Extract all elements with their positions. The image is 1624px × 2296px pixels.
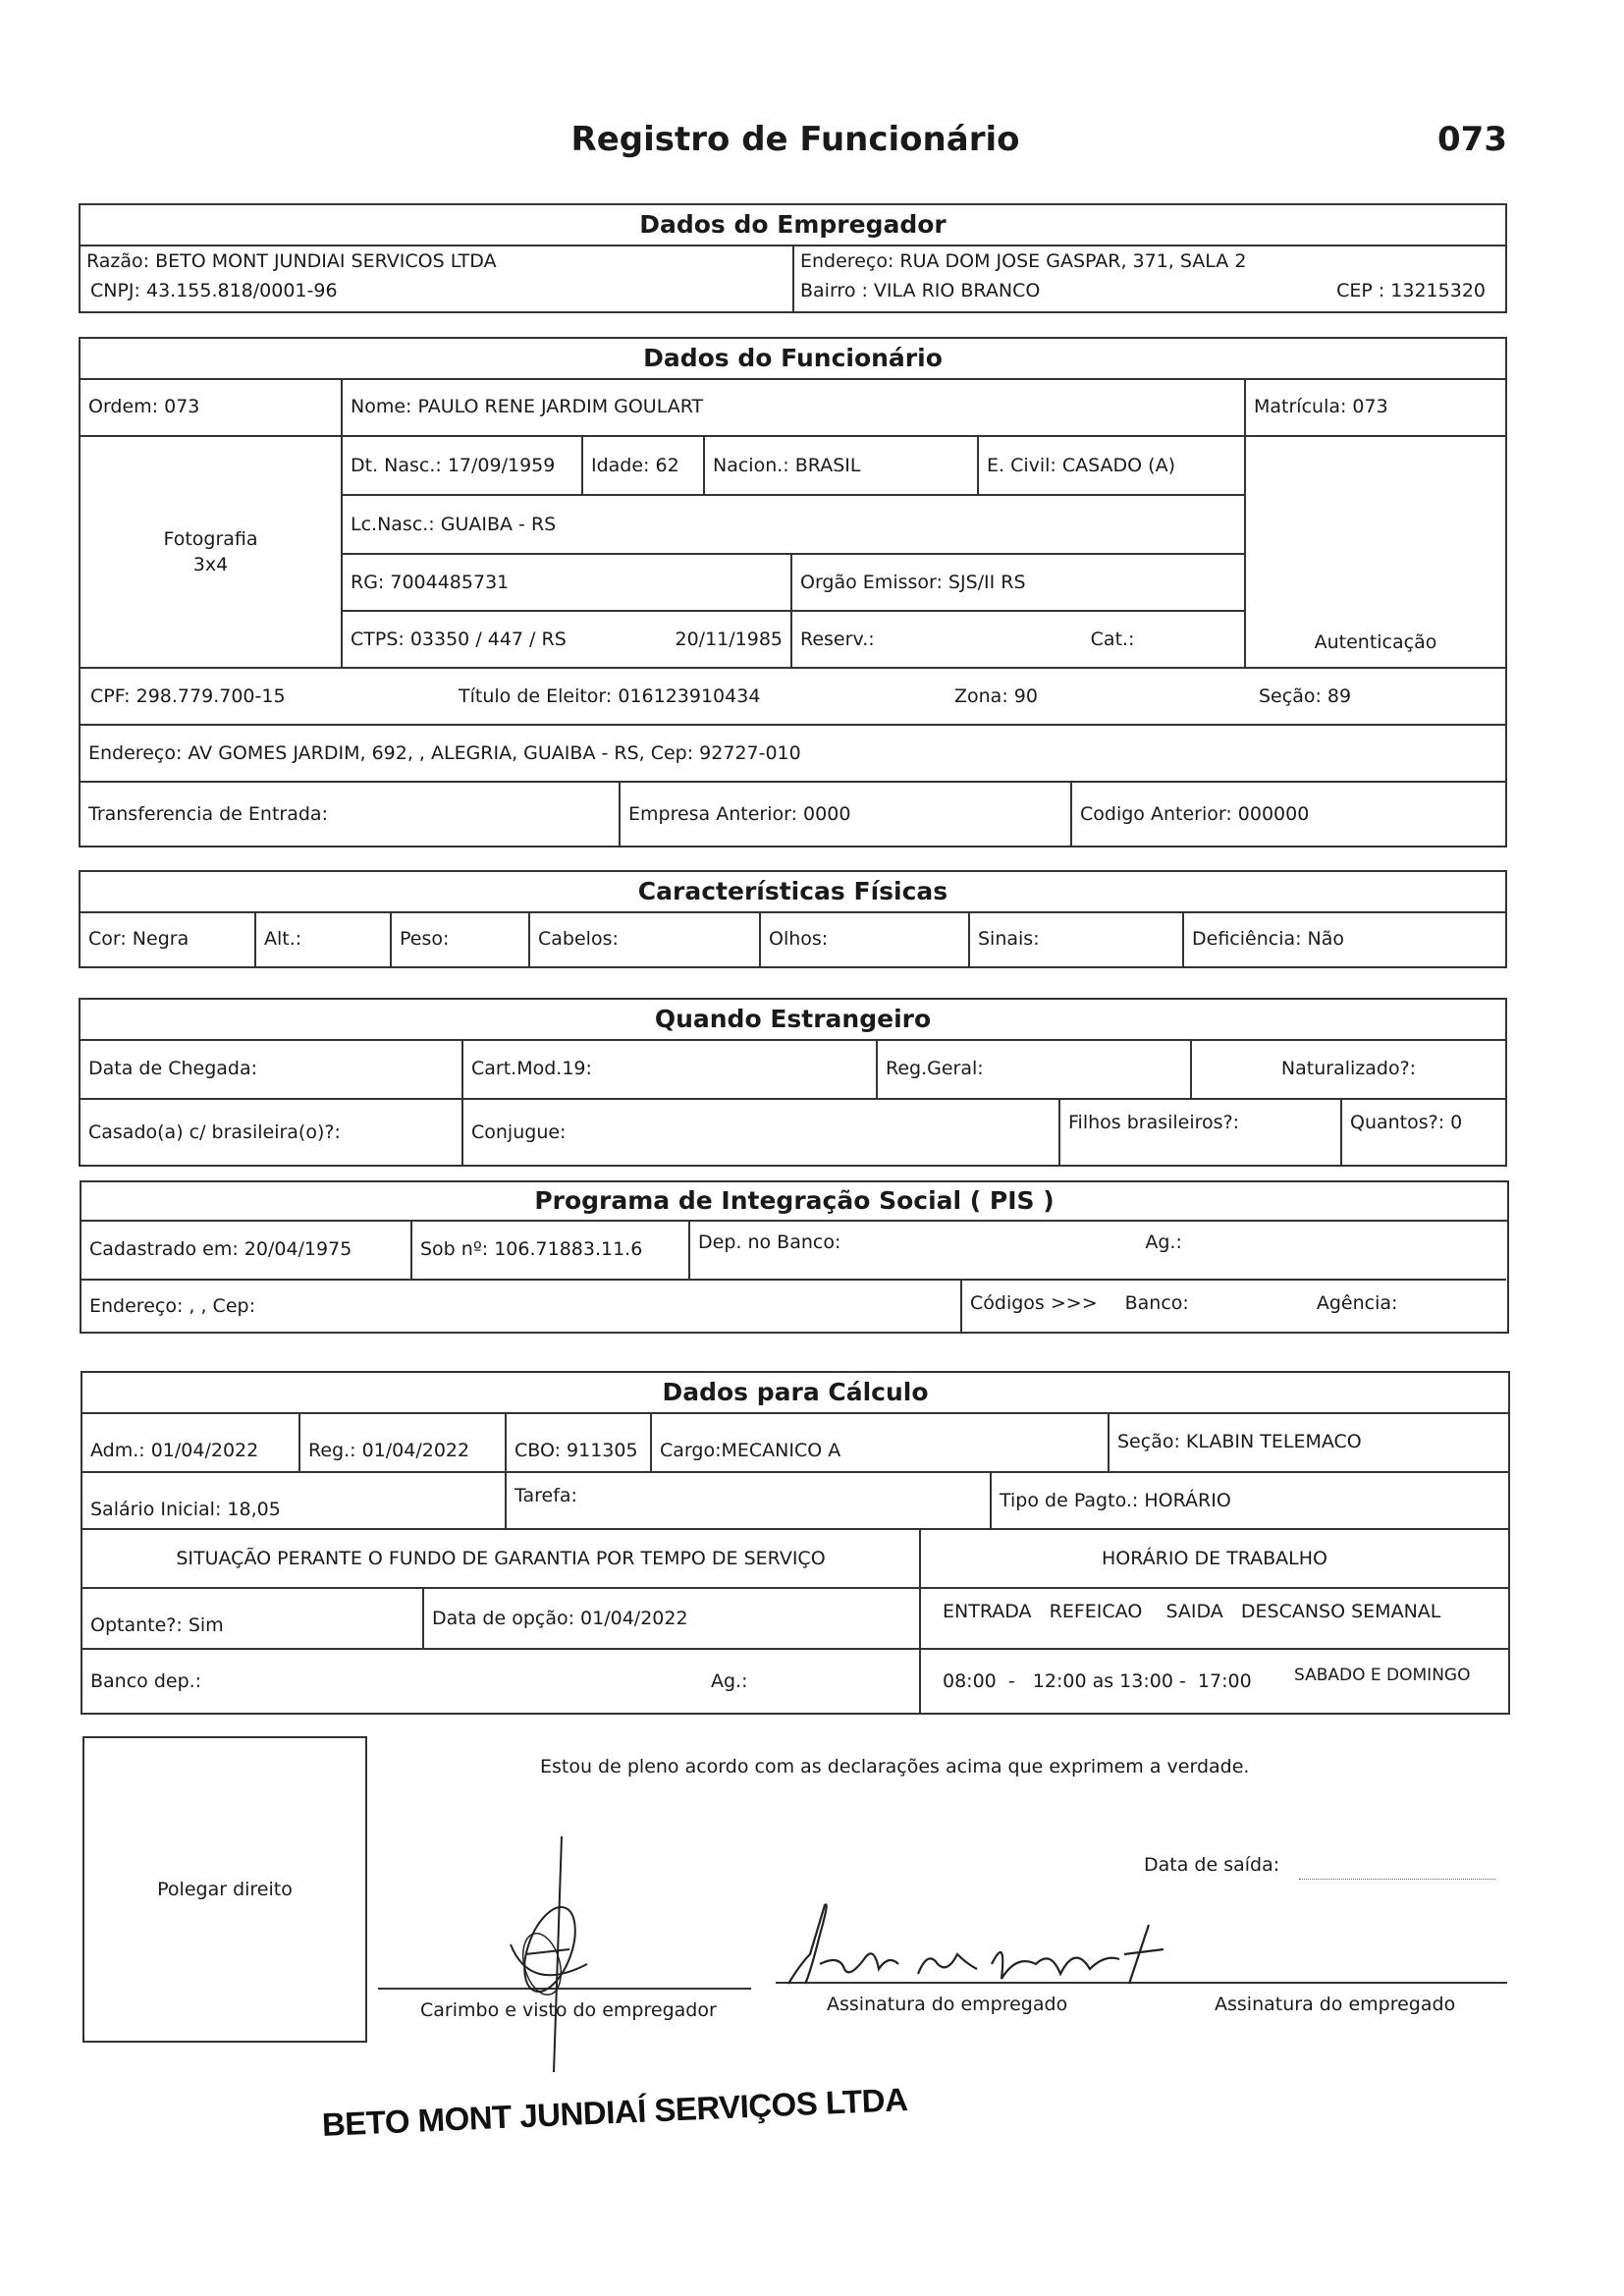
option-date: Data de opção: 01/04/2022 bbox=[422, 1587, 919, 1648]
pis-section bbox=[80, 1180, 1509, 1334]
employee-header: Dados do Funcionário bbox=[81, 339, 1505, 380]
married-to-brazilian: Casado(a) c/ brasileira(o)?: bbox=[81, 1098, 461, 1165]
pis-number: Sob nº: 106.71883.11.6 bbox=[410, 1220, 688, 1279]
calc-section-name: Seção: KLABIN TELEMACO bbox=[1108, 1412, 1508, 1471]
company-stamp: BETO MONT JUNDIAÍ SERVIÇOS LTDA bbox=[321, 2080, 909, 2143]
employer-signature-label: Carimbo e visto do empregador bbox=[420, 1999, 717, 2021]
brazilian-children: Filhos brasileiros?: bbox=[1058, 1098, 1340, 1165]
pis-agencia: Agência: bbox=[1316, 1292, 1398, 1314]
employee-signature-label-2: Assinatura do empregado bbox=[1215, 1994, 1456, 2015]
weekly-rest: SABADO E DOMINGO bbox=[1294, 1666, 1471, 1685]
previous-company: Empresa Anterior: 0000 bbox=[619, 781, 1070, 846]
position: Cargo:MECANICO A bbox=[650, 1412, 1108, 1471]
pis-dep-banco: Dep. no Banco: bbox=[698, 1231, 841, 1253]
weight: Peso: bbox=[390, 911, 528, 966]
employee-signature-label-1: Assinatura do empregado bbox=[827, 1994, 1068, 2015]
reserv-cat bbox=[790, 610, 1244, 667]
admission-date: Adm.: 01/04/2022 bbox=[90, 1440, 259, 1461]
matricula: Matrícula: 073 bbox=[1244, 378, 1505, 435]
pis-banco: Banco: bbox=[1124, 1292, 1189, 1314]
civil-status: E. Civil: CASADO (A) bbox=[977, 435, 1244, 494]
employer-right bbox=[792, 245, 1507, 311]
naturalized: Naturalizado?: bbox=[1190, 1039, 1505, 1098]
photo-placeholder bbox=[81, 435, 341, 667]
initial-salary: Salário Inicial: 18,05 bbox=[82, 1471, 505, 1528]
employer-cep: CEP : 13215320 bbox=[1336, 280, 1486, 301]
calc-section bbox=[81, 1371, 1510, 1715]
eyes: Olhos: bbox=[759, 911, 968, 966]
work-hours-values bbox=[919, 1648, 1508, 1713]
cbo: CBO: 911305 bbox=[505, 1412, 650, 1471]
cnpj: CNPJ: 43.155.818/0001-96 bbox=[90, 280, 338, 301]
ctps-number: CTPS: 03350 / 447 / RS bbox=[351, 629, 567, 650]
deposit-agency: Ag.: bbox=[711, 1670, 748, 1692]
employee-section bbox=[79, 337, 1507, 847]
physical-section bbox=[79, 870, 1507, 968]
employee-address: Endereço: AV GOMES JARDIM, 692, , ALEGRIA, GUAIBA - RS, Cep: 92727-010 bbox=[81, 724, 1505, 781]
pis-registered: Cadastrado em: 20/04/1975 bbox=[89, 1238, 352, 1260]
authentication-box bbox=[1244, 435, 1505, 667]
thumbprint-box bbox=[82, 1736, 367, 2043]
arrival-date: Data de Chegada: bbox=[88, 1058, 258, 1079]
secao: Seção: 89 bbox=[1259, 685, 1352, 707]
razao-social: Razão: BETO MONT JUNDIAI SERVICOS LTDA bbox=[86, 250, 497, 272]
work-hours-header: HORÁRIO DE TRABALHO bbox=[919, 1528, 1508, 1587]
transfer-in: Transferencia de Entrada: bbox=[81, 781, 619, 846]
calc-header: Dados para Cálculo bbox=[82, 1373, 1508, 1414]
photo-size: 3x4 bbox=[192, 554, 229, 575]
voter-title: Título de Eleitor: 016123910434 bbox=[459, 685, 761, 707]
employer-signature-mark bbox=[471, 1827, 628, 2082]
previous-code: Codigo Anterior: 000000 bbox=[1070, 781, 1505, 846]
deposit-bank-row bbox=[82, 1648, 919, 1713]
issuing-agency: Orgão Emissor: SJS/II RS bbox=[790, 553, 1244, 610]
employer-bairro: Bairro : VILA RIO BRANCO bbox=[800, 280, 1041, 301]
cat: Cat.: bbox=[1090, 629, 1135, 650]
birth-place: Lc.Nasc.: GUAIBA - RS bbox=[341, 494, 1244, 553]
hair: Cabelos: bbox=[528, 911, 759, 966]
reg-geral: Reg.Geral: bbox=[876, 1039, 1190, 1098]
age: Idade: 62 bbox=[581, 435, 703, 494]
employee-signature-mark bbox=[781, 1895, 1193, 2003]
thumbprint-label: Polegar direito bbox=[157, 1879, 293, 1900]
employer-section bbox=[79, 203, 1507, 313]
employer-address: Endereço: RUA DOM JOSE GASPAR, 371, SALA 2 bbox=[800, 250, 1247, 272]
page-title: Registro de Funcionário bbox=[570, 120, 1020, 159]
ordem: Ordem: 073 bbox=[88, 396, 200, 417]
authentication-label: Autenticação bbox=[1314, 631, 1437, 653]
skin-color: Cor: Negra bbox=[88, 928, 189, 950]
employer-header: Dados do Empregador bbox=[81, 205, 1505, 246]
exit-date-field[interactable] bbox=[1299, 1879, 1495, 1880]
ctps bbox=[341, 610, 790, 667]
nationality: Nacion.: BRASIL bbox=[703, 435, 977, 494]
pis-codes bbox=[960, 1279, 1506, 1332]
cpf: CPF: 298.779.700-15 bbox=[90, 685, 286, 707]
photo-label: Fotografia bbox=[163, 528, 258, 550]
foreign-header: Quando Estrangeiro bbox=[81, 1000, 1505, 1041]
physical-header: Características Físicas bbox=[81, 872, 1505, 913]
marks: Sinais: bbox=[968, 911, 1182, 966]
registration-date: Reg.: 01/04/2022 bbox=[298, 1412, 505, 1471]
height: Alt.: bbox=[254, 911, 390, 966]
pis-bank-deposit bbox=[688, 1220, 1506, 1279]
cpf-row bbox=[81, 667, 1505, 724]
pis-codigos: Códigos >>> bbox=[970, 1292, 1098, 1314]
declaration-text: Estou de pleno acordo com as declarações acima que exprimem a verdade. bbox=[540, 1756, 1250, 1777]
exit-date-label: Data de saída: bbox=[1144, 1854, 1280, 1876]
reserv: Reserv.: bbox=[800, 629, 875, 650]
rg: RG: 7004485731 bbox=[341, 553, 790, 610]
pis-header: Programa de Integração Social ( PIS ) bbox=[81, 1182, 1507, 1222]
fgts-header: SITUAÇÃO PERANTE O FUNDO DE GARANTIA POR TEMPO DE SERVIÇO bbox=[82, 1528, 919, 1587]
disability: Deficiência: Não bbox=[1182, 911, 1505, 966]
employee-name: Nome: PAULO RENE JARDIM GOULART bbox=[341, 378, 1244, 435]
work-hours-columns: ENTRADA REFEICAO SAIDA DESCANSO SEMANAL bbox=[919, 1587, 1508, 1648]
children-count: Quantos?: 0 bbox=[1340, 1098, 1505, 1165]
cart-mod-19: Cart.Mod.19: bbox=[461, 1039, 876, 1098]
zona: Zona: 90 bbox=[954, 685, 1038, 707]
employer-left bbox=[81, 245, 792, 311]
pis-address: Endereço: , , Cep: bbox=[81, 1279, 960, 1332]
ctps-date: 20/11/1985 bbox=[675, 629, 783, 650]
spouse: Conjugue: bbox=[461, 1098, 1058, 1165]
foreign-section bbox=[79, 998, 1507, 1167]
task: Tarefa: bbox=[505, 1471, 990, 1528]
work-schedule: 08:00 - 12:00 as 13:00 - 17:00 bbox=[943, 1670, 1252, 1692]
fgts-optant: Optante?: Sim bbox=[82, 1587, 422, 1648]
pis-ag: Ag.: bbox=[1145, 1231, 1182, 1253]
payment-type: Tipo de Pagto.: HORÁRIO bbox=[990, 1471, 1508, 1528]
birth-date: Dt. Nasc.: 17/09/1959 bbox=[341, 435, 581, 494]
document-number: 073 bbox=[1437, 120, 1507, 159]
deposit-bank: Banco dep.: bbox=[90, 1670, 202, 1692]
